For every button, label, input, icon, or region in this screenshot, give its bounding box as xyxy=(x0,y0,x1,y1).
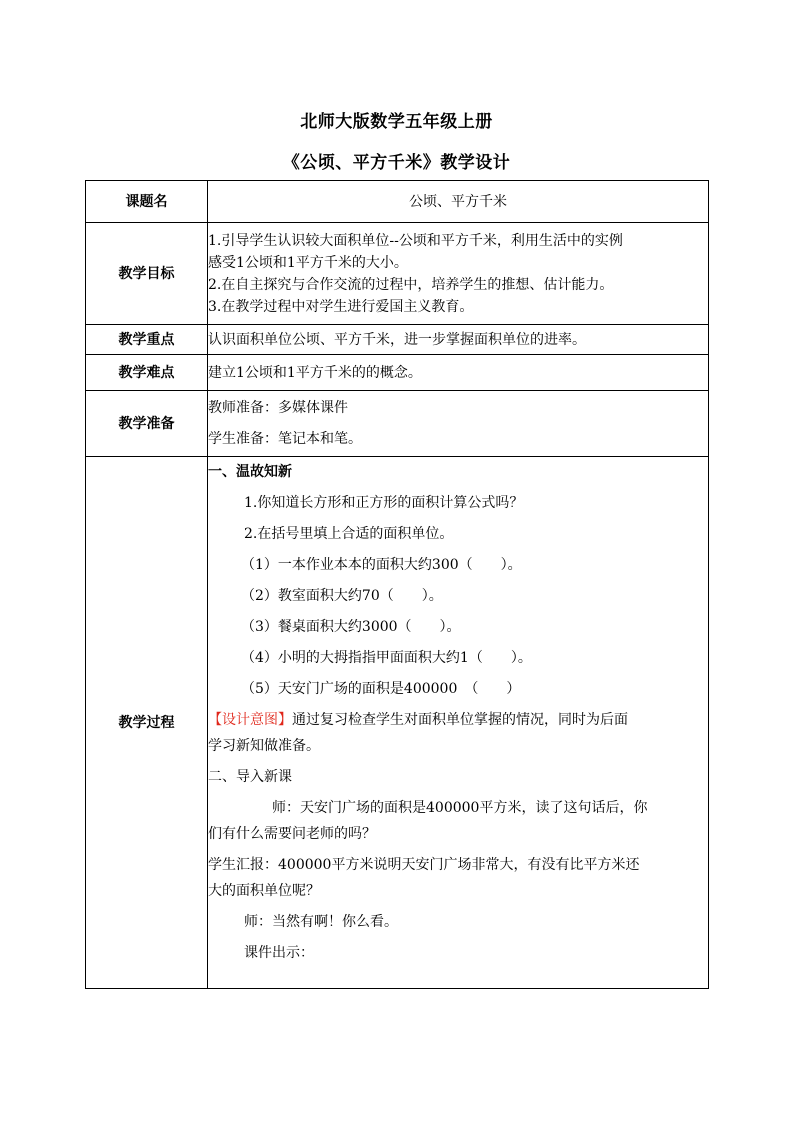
difficulty-value: 建立1公顷和1平方千米的的概念。 xyxy=(208,355,709,391)
label-topic: 课题名 xyxy=(86,181,208,223)
label-difficulty: 教学难点 xyxy=(86,355,208,391)
design-intent xyxy=(208,709,708,731)
goal-line: 感受1公顷和1平方千米的大小。 xyxy=(208,254,408,271)
label-goals: 教学目标 xyxy=(86,223,208,325)
goal-line: 3.在教学过程中对学生进行爱国主义教育。 xyxy=(208,298,474,315)
goals-content xyxy=(208,223,709,325)
lesson-plan-table xyxy=(85,180,709,989)
paragraph-student-report-cont: 大的面积单位呢？ xyxy=(208,883,320,899)
goal-line: 2.在自主探究与合作交流的过程中，培养学生的推想、估计能力。 xyxy=(208,276,614,293)
row-prep xyxy=(86,391,709,457)
fill-item: （2）教室面积大约70（ ）。 xyxy=(241,588,443,604)
label-key: 教学重点 xyxy=(86,325,208,355)
paragraph-student-report: 学生汇报：400000平方米说明天安门广场非常大，有没有比平方米还 xyxy=(208,857,640,873)
design-intent-text: 通过复习检查学生对面积单位掌握的情况，同时为后面 xyxy=(292,712,628,728)
section-review-heading: 一、温故知新 xyxy=(208,464,292,480)
fill-item: （3）餐桌面积大约3000（ ）。 xyxy=(241,619,461,635)
paragraph-teacher-2: 师：当然有啊！你么看。 xyxy=(244,914,398,930)
paragraph-teacher-1: 师：天安门广场的面积是400000平方米，读了这句话后，你 xyxy=(272,800,648,816)
topic-value: 公顷、平方千米 xyxy=(208,181,709,223)
key-value: 认识面积单位公顷、平方千米，进一步掌握面积单位的进率。 xyxy=(208,325,709,355)
label-process: 教学过程 xyxy=(86,457,208,989)
prep-teacher: 教师准备：多媒体课件 xyxy=(208,400,348,416)
label-prep: 教学准备 xyxy=(86,391,208,457)
row-process xyxy=(86,457,709,989)
row-difficulty xyxy=(86,355,709,391)
design-intent-cont: 学习新知做准备。 xyxy=(208,738,320,754)
prep-content xyxy=(208,391,709,457)
row-topic xyxy=(86,181,709,223)
row-key xyxy=(86,325,709,355)
fill-item: （4）小明的大拇指指甲面面积大约1（ ）。 xyxy=(241,650,532,666)
document-title: 北师大版数学五年级上册 xyxy=(300,112,493,132)
section-intro-heading: 二、导入新课 xyxy=(208,769,292,785)
row-goals xyxy=(86,223,709,325)
paragraph-courseware: 课件出示： xyxy=(244,945,314,961)
prep-student: 学生准备：笔记本和笔。 xyxy=(208,431,362,447)
review-question-1: 1.你知道长方形和正方形的面积计算公式吗？ xyxy=(244,495,524,511)
review-question-2: 2.在括号里填上合适的面积单位。 xyxy=(244,526,454,542)
document-subtitle: 《公顷、平方千米》教学设计 xyxy=(282,153,511,173)
process-content xyxy=(208,457,709,989)
goal-line: 1.引导学生认识较大面积单位--公顷和平方千米，利用生活中的实例 xyxy=(208,232,623,249)
paragraph-teacher-1-cont: 们有什么需要问老师的吗？ xyxy=(208,826,376,842)
design-intent-tag: 【设计意图】 xyxy=(208,712,292,728)
fill-item: （5）天安门广场的面积是400000 （ ） xyxy=(241,681,521,697)
fill-item: （1）一本作业本本的面积大约300（ ）。 xyxy=(241,557,522,573)
